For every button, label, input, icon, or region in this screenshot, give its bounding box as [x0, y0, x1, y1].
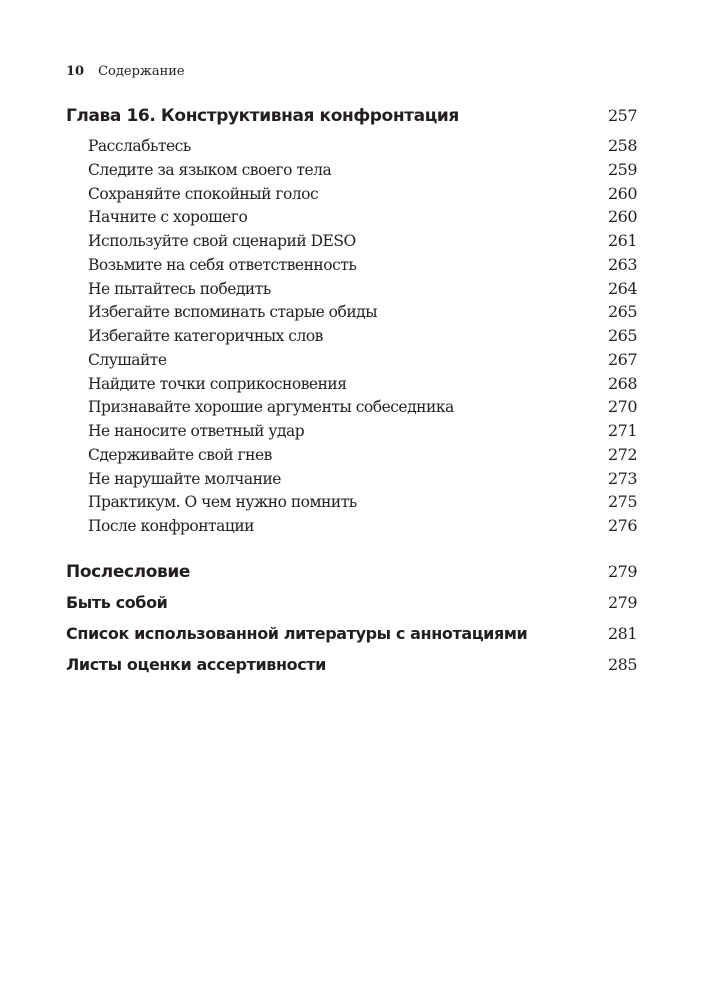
running-head [66, 63, 185, 81]
running-head-title: Содержание [98, 64, 185, 79]
chapter-page: 257 [607, 106, 637, 125]
back-matter-title: Листы оценки ассертивности [66, 655, 326, 674]
toc-section[interactable] [0, 278, 703, 300]
back-matter-page: 285 [607, 655, 637, 674]
section-page: 265 [607, 302, 637, 321]
section-page: 261 [607, 231, 637, 250]
section-title: Избегайте категоричных слов [88, 327, 323, 345]
section-page: 273 [607, 469, 637, 488]
toc-chapter-16[interactable] [0, 105, 703, 127]
back-matter-title: Быть собой [66, 593, 168, 612]
toc-section[interactable] [0, 349, 703, 371]
toc-section[interactable] [0, 206, 703, 228]
section-page: 258 [607, 136, 637, 155]
section-title: Слушайте [88, 351, 167, 369]
chapter-title: Глава 16. Конструктивная конфронтация [66, 106, 459, 126]
back-matter-page: 281 [607, 624, 637, 643]
section-page: 271 [607, 421, 637, 440]
toc-section[interactable] [0, 420, 703, 442]
toc-section[interactable] [0, 135, 703, 157]
toc-section[interactable] [0, 301, 703, 323]
section-title: Используйте свой сценарий DESO [88, 232, 356, 250]
toc-section[interactable] [0, 230, 703, 252]
section-title: Возьмите на себя ответственность [88, 256, 357, 274]
toc-section[interactable] [0, 159, 703, 181]
section-page: 267 [607, 350, 637, 369]
back-matter-page: 279 [607, 562, 637, 581]
section-page: 270 [607, 397, 637, 416]
section-page: 268 [607, 374, 637, 393]
back-matter-title: Список использованной литературы с аннотациями [66, 624, 528, 643]
toc-section[interactable] [0, 325, 703, 347]
section-title: После конфронтации [88, 517, 254, 535]
section-title: Сохраняйте спокойный голос [88, 185, 319, 203]
section-title: Избегайте вспоминать старые обиды [88, 303, 378, 321]
section-title: Не наносите ответный удар [88, 422, 305, 440]
section-page: 259 [607, 160, 637, 179]
page-number: 10 [66, 64, 85, 79]
toc-section[interactable] [0, 515, 703, 537]
toc-assertiveness-sheets[interactable] [0, 654, 703, 676]
section-title: Следите за языком своего тела [88, 161, 332, 179]
section-page: 275 [607, 492, 637, 511]
section-page: 276 [607, 516, 637, 535]
toc-section[interactable] [0, 396, 703, 418]
section-title: Начните с хорошего [88, 208, 248, 226]
toc-section[interactable] [0, 183, 703, 205]
section-title: Найдите точки соприкосновения [88, 375, 347, 393]
section-page: 265 [607, 326, 637, 345]
back-matter-page: 279 [607, 593, 637, 612]
section-title: Не нарушайте молчание [88, 470, 281, 488]
section-page: 260 [607, 207, 637, 226]
section-page: 263 [607, 255, 637, 274]
toc-section[interactable] [0, 254, 703, 276]
section-page: 264 [607, 279, 637, 298]
toc-section[interactable] [0, 373, 703, 395]
toc-bibliography[interactable] [0, 623, 703, 645]
toc-section[interactable] [0, 444, 703, 466]
section-title: Не пытайтесь победить [88, 280, 271, 298]
section-title: Признавайте хорошие аргументы собеседника [88, 398, 454, 416]
toc-be-yourself[interactable] [0, 592, 703, 614]
toc-afterword[interactable] [0, 561, 703, 583]
section-title: Практикум. О чем нужно помнить [88, 493, 357, 511]
section-title: Расслабьтесь [88, 137, 191, 155]
section-page: 260 [607, 184, 637, 203]
section-page: 272 [607, 445, 637, 464]
toc-section[interactable] [0, 491, 703, 513]
back-matter-title: Послесловие [66, 562, 190, 582]
section-title: Сдерживайте свой гнев [88, 446, 272, 464]
toc-section[interactable] [0, 468, 703, 490]
